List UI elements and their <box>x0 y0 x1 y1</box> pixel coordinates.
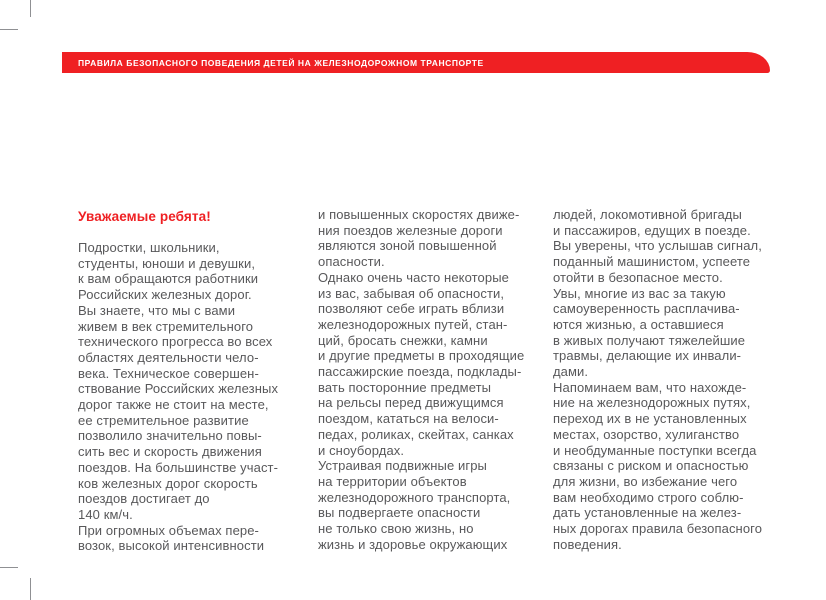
text-line: Напоминаем вам, что нахожде- <box>553 379 747 395</box>
text-line: людей, локомотивной бригады <box>553 207 742 222</box>
text-line: позволило значительно повы- <box>78 428 262 444</box>
text-line: отойти в безопасное место. <box>553 269 723 285</box>
crop-mark-bottom-left-vertical-icon <box>30 578 31 600</box>
text-line: переход их в не установленных <box>553 411 747 427</box>
text-line: поданный машинистом, успеете <box>553 254 751 270</box>
text-line: живем в век стремительного <box>78 318 254 334</box>
text-line: железнодорожного транспорта, <box>318 489 511 505</box>
text-column-2 <box>318 207 552 552</box>
text-line: возок, высокой интенсивности <box>78 538 265 554</box>
text-line: к вам обращаются работники <box>78 271 259 287</box>
text-line: студенты, юноши и девушки, <box>78 255 256 271</box>
crop-mark-top-left-horizontal-icon <box>0 29 18 30</box>
text-line: поездом, кататься на велоси- <box>318 411 499 427</box>
text-line: Вы знаете, что мы с вами <box>78 302 236 318</box>
text-line: и сноубордах. <box>318 442 405 458</box>
text-line: областях деятельности чело- <box>78 349 259 365</box>
text-line: и другие предметы в проходящие <box>318 348 525 364</box>
text-line: местах, озорство, хулиганство <box>553 426 740 442</box>
text-line: являются зоной повышенной <box>318 238 497 254</box>
text-line: вам необходимо строго соблю- <box>553 489 744 505</box>
column-heading: Уважаемые ребята! <box>78 209 211 224</box>
text-line: Российских железных дорог. <box>78 287 252 303</box>
text-line: травмы, делающие их инвали- <box>553 348 742 364</box>
text-line: ния поездов железные дороги <box>318 222 503 238</box>
text-line: и пассажиров, едущих в поезде. <box>553 222 751 238</box>
text-line: дорог также не стоит на месте, <box>78 397 269 413</box>
text-line: для жизни, во избежание чего <box>553 473 738 489</box>
text-line: и необдуманные поступки всегда <box>553 442 757 458</box>
text-line: ются жизнью, а оставшиеся <box>553 316 724 332</box>
text-line: самоуверенность расплачива- <box>553 301 740 317</box>
text-line: опасности. <box>318 254 385 270</box>
text-line: связаны с риском и опасностью <box>553 458 749 474</box>
text-line: Устраивая подвижные игры <box>318 458 487 474</box>
text-line: позволяют себе играть вблизи <box>318 301 505 317</box>
text-line: ков железных дорог скорость <box>78 475 258 491</box>
page-title: ПРАВИЛА БЕЗОПАСНОГО ПОВЕДЕНИЯ ДЕТЕЙ НА ЖЕЛЕЗНОДОРОЖНОМ ТРАНСПОРТЕ <box>78 58 484 68</box>
text-line: в живых получают тяжелейшие <box>553 332 746 348</box>
text-column-3 <box>553 207 787 552</box>
text-line: поездов достигает до <box>78 491 210 507</box>
text-line: века. Техническое совершен- <box>78 365 259 381</box>
text-line: поездов. На большинстве участ- <box>78 459 279 475</box>
text-line: дами. <box>553 364 589 380</box>
text-line: сить вес и скорость движения <box>78 444 262 460</box>
text-line: жизнь и здоровье окружающих <box>318 536 508 552</box>
text-line: педах, роликах, скейтах, санках <box>318 426 514 442</box>
text-line: вы подвергаете опасности <box>318 505 481 521</box>
text-line: ние на железнодорожных путях, <box>553 395 751 411</box>
text-line: 140 км/ч. <box>78 506 133 522</box>
crop-mark-bottom-left-horizontal-icon <box>0 567 18 568</box>
text-line: пассажирские поезда, подклады- <box>318 364 522 380</box>
text-line: на рельсы перед движущимся <box>318 395 504 411</box>
text-line: вать посторонние предметы <box>318 379 492 395</box>
text-line: ций, бросать снежки, камни <box>318 332 488 348</box>
text-line: железнодорожных путей, стан- <box>318 316 508 332</box>
text-line: Увы, многие из вас за такую <box>553 285 726 301</box>
text-line: Однако очень часто некоторые <box>318 269 509 285</box>
column-1-body <box>78 240 312 554</box>
text-line: Вы уверены, что услышав сигнал, <box>553 238 762 254</box>
text-line: При огромных объемах пере- <box>78 522 259 538</box>
text-line: и повышенных скоростях движе- <box>318 207 520 222</box>
text-line: из вас, забывая об опасности, <box>318 285 505 301</box>
text-line: ных дорогах правила безопасного <box>553 521 763 537</box>
text-line: технического прогресса во всех <box>78 334 273 350</box>
text-line: Подростки, школьники, <box>78 240 220 255</box>
text-line: на территории объектов <box>318 473 467 489</box>
text-line: ее стремительное развитие <box>78 412 249 428</box>
text-line: поведения. <box>553 536 622 552</box>
crop-mark-top-left-vertical-icon <box>30 0 31 17</box>
text-column-1 <box>78 209 312 554</box>
text-line: дать установленные на желез- <box>553 505 742 521</box>
header-bar <box>62 52 770 73</box>
text-line: не только свою жизнь, но <box>318 521 474 537</box>
text-line: ствование Российских железных <box>78 381 279 397</box>
